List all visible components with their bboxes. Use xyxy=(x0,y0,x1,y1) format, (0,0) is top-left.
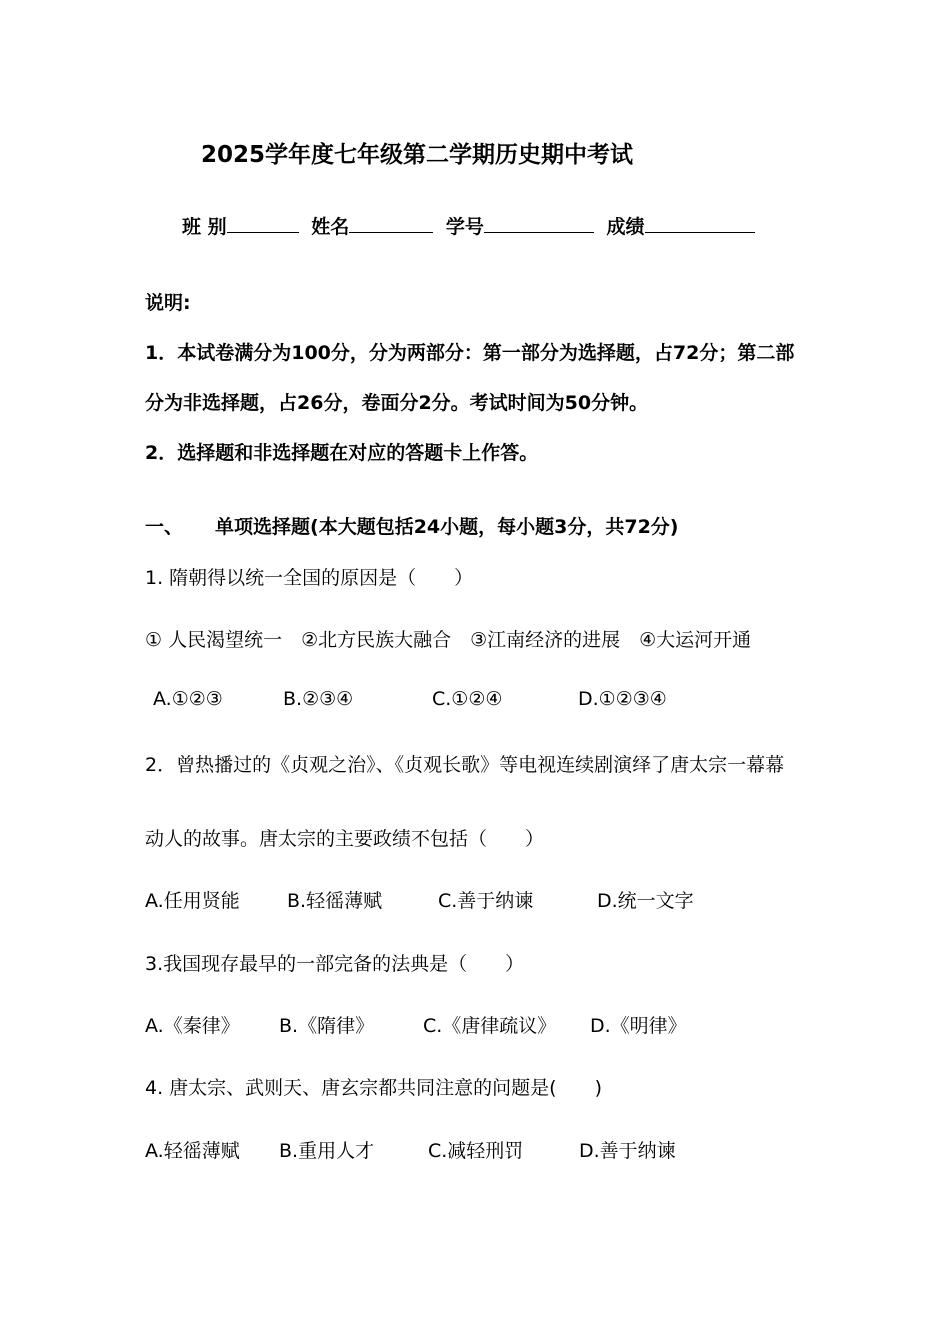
id-blank[interactable] xyxy=(484,214,594,233)
question-3-stem: 3.我国现存最早的一部完备的法典是（ ） xyxy=(145,953,525,975)
question-4-option-b[interactable]: B.重用人才 xyxy=(279,1140,375,1162)
question-1-option-d[interactable]: D.①②③④ xyxy=(578,688,667,710)
question-2-option-a[interactable]: A.任用贤能 xyxy=(145,890,240,912)
question-4-stem: 4. 唐太宗、武则天、唐玄宗都共同注意的问题是( ) xyxy=(145,1077,602,1099)
name-blank[interactable] xyxy=(349,214,433,233)
question-3-option-b[interactable]: B.《隋律》 xyxy=(279,1015,375,1037)
question-1-statements: ① 人民渴望统一 ②北方民族大融合 ③江南经济的进展 ④大运河开通 xyxy=(145,629,752,651)
class-label: 班 别 xyxy=(182,216,227,238)
exam-title: 2025学年度七年级第二学期历史期中考试 xyxy=(201,142,634,168)
question-1-option-a[interactable]: A.①②③ xyxy=(153,688,223,710)
note-line-1: 1．本试卷满分为100分，分为两部分：第一部分为选择题，占72分；第二部 xyxy=(145,342,795,364)
question-3-option-c[interactable]: C.《唐律疏议》 xyxy=(423,1015,557,1037)
question-4-option-c[interactable]: C.减轻刑罚 xyxy=(428,1140,524,1162)
score-blank[interactable] xyxy=(645,214,755,233)
student-info-row xyxy=(182,212,761,239)
question-2-option-c[interactable]: C.善于纳谏 xyxy=(438,890,534,912)
notes-heading: 说明: xyxy=(145,292,191,314)
question-1-option-b[interactable]: B.②③④ xyxy=(283,688,354,710)
score-label: 成绩 xyxy=(606,216,645,238)
question-2-stem-line-2: 动人的故事。唐太宗的主要政绩不包括（ ） xyxy=(145,828,545,850)
note-line-2: 分为非选择题，占26分，卷面分2分。考试时间为50分钟。 xyxy=(145,392,649,414)
question-2-option-d[interactable]: D.统一文字 xyxy=(597,890,694,912)
question-3-option-a[interactable]: A.《秦律》 xyxy=(145,1015,240,1037)
section-number: 一、 xyxy=(145,516,184,538)
question-2-option-b[interactable]: B.轻徭薄赋 xyxy=(287,890,383,912)
question-4-option-d[interactable]: D.善于纳谏 xyxy=(579,1140,676,1162)
section-heading xyxy=(145,512,679,539)
question-4-option-a[interactable]: A.轻徭薄赋 xyxy=(145,1140,240,1162)
section-title: 单项选择题(本大题包括24小题，每小题3分，共72分) xyxy=(215,516,679,538)
question-1-option-c[interactable]: C.①②④ xyxy=(432,688,503,710)
class-blank[interactable] xyxy=(227,214,299,233)
name-label: 姓名 xyxy=(311,216,350,238)
question-2-stem-line-1: 2．曾热播过的《贞观之治》、《贞观长歌》等电视连续剧演绎了唐太宗一幕幕 xyxy=(145,754,785,776)
question-3-option-d[interactable]: D.《明律》 xyxy=(590,1015,687,1037)
question-1-stem: 1. 隋朝得以统一全国的原因是（ ） xyxy=(145,567,474,589)
note-line-3: 2．选择题和非选择题在对应的答题卡上作答。 xyxy=(145,442,539,464)
id-label: 学号 xyxy=(445,216,484,238)
